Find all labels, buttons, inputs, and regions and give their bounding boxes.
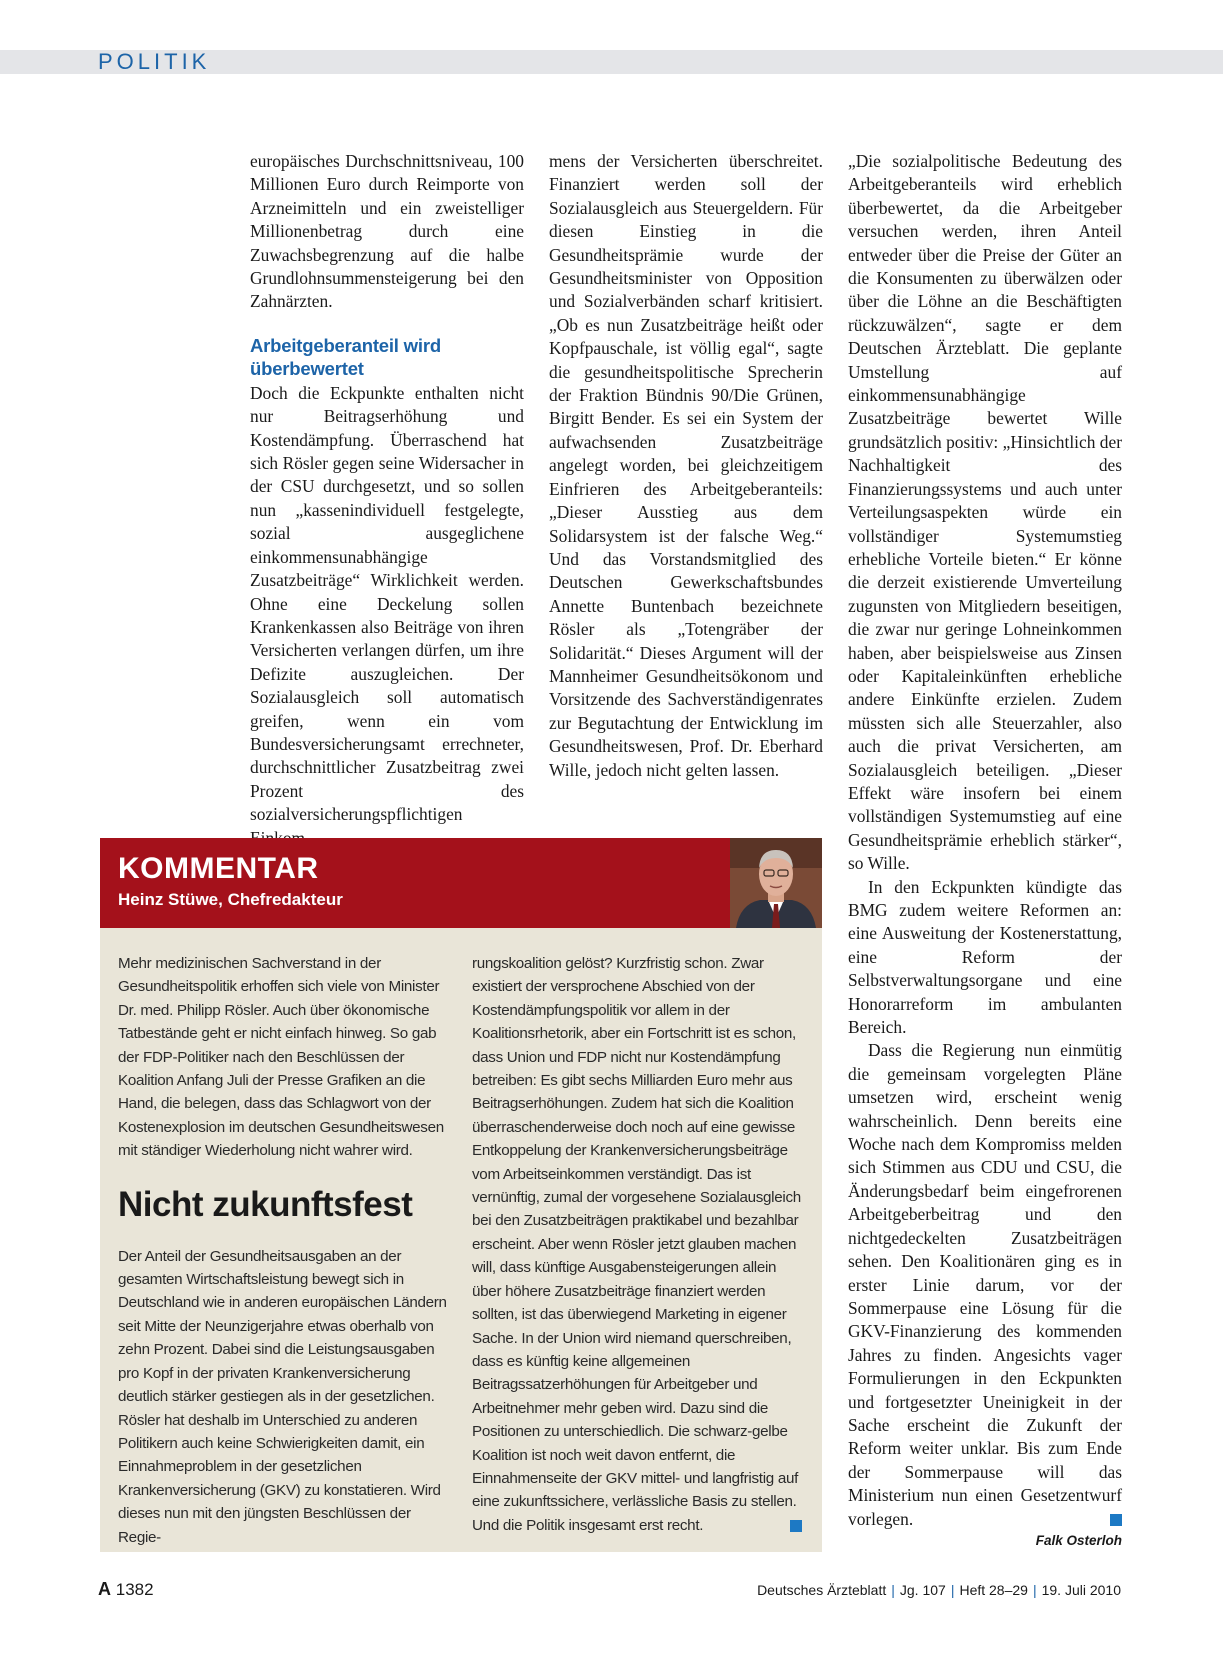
journal-volume: Jg. 107 (899, 1582, 946, 1598)
kommentar-intro: Mehr medizinischen Sachverstand in der Gesundheitspolitik erhoffen sich viele von Minister Dr. med. Philipp Rösler. Auch über ökonomische Tatbestände geht er nicht einfach hinweg. So gab der FDP-Politiker nach den Beschlüssen der Koalition Anfang Juli der Presse Grafiken an die Hand, die belegen, dass das Schlagwort von der Kostenexplosion im deutschen Gesundheitswesen mit ständiger Wiederholung nicht wahrer wird. (118, 955, 444, 1160)
article-column-3 (848, 150, 1122, 1531)
page-prefix: A (98, 1579, 111, 1599)
kommentar-column-2 (472, 952, 802, 1537)
kommentar-box (100, 838, 822, 1552)
article-paragraph: Dass die Regierung nun einmütig die gemeinsam vorgelegten Pläne umsetzen wird, erscheint wenig wahrscheinlich. Denn bereits eine Woche nach dem Kompromiss melden sich Stimmen aus CDU und CSU, die Änderungsbedarf beim eingefrorenen Arbeitgeberbeitrag und den nichtgedeckelten Zusatzbeiträgen sehen. Den Koalitionären ging es in erster Linie darum, vor der Sommerpause eine Lösung für die GKV-Finanzierung des kommenden Jahres zu finden. Angesichts vager Formulierungen in den Eckpunkten und fortgesetzter Uneinigkeit in der Sache erscheint die Zukunft der Reform weiter unklar. Bis zum Ende der Sommerpause will das Ministerium nun einen Gesetzentwurf vorlegen. (848, 1040, 1122, 1529)
article-paragraph: mens der Versicherten überschreitet. Finanziert werden soll der Sozialausgleich aus Steuergeldern. Für diesen Einstieg in die Gesundheitsprämie wurde der Gesundheitsminister von Opposition und Sozialverbänden scharf kritisiert. „Ob es nun Zusatzbeiträge heißt oder Kopfpauschale, ist völlig egal“, sagte die gesundheitspolitische Sprecherin der Fraktion Bündnis 90/Die Grünen, Birgitt Bender. Es sei ein System der aufwachsenden Zusatzbeiträge angelegt worden, bei gleichzeitigem Einfrieren des Arbeitgeberanteils: „Dieser Ausstieg aus dem Solidarsystem ist der falsche Weg.“ Und das Vorstandsmitglied des Deutschen Gewerkschaftsbundes Annette Buntenbach bezeichnete Rösler als „Totengräber der Solidarität.“ Dieses Argument will der Mannheimer Gesundheitsökonom und Vorsitzende des Sachverständigenrates zur Begutachtung der Entwicklung im Gesundheitswesen, Prof. Dr. Eberhard Wille, jedoch nicht gelten lassen. (549, 151, 823, 780)
article-column-2 (549, 150, 823, 782)
article-paragraph: „Die sozialpolitische Bedeutung des Arbeitgeberanteils wird erheblich überbewertet, da die Arbeitgeber versuchen werden, ihren Anteil entweder über die Preise der Güter an die Konsumenten zu überwälzen oder über die Löhne an die Beschäftigten rückzuwälzen“, sagte er dem Deutschen Ärzteblatt. Die geplante Umstellung auf einkommensunabhängige Zusatzbeiträge bewertet Wille grundsätzlich positiv: „Hinsichtlich der Nachhaltigkeit des Finanzierungssystems und auch unter Verteilungsaspekten würde ein vollständiger Systemumstieg erhebliche Vorteile bieten.“ Er könne die derzeit existierende Umverteilung zugunsten von Mitgliedern beseitigen, die zwar nur geringe Lohneinkommen haben, aber beispielsweise aus Zinsen oder Kapitaleinkünften erhebliche andere Einkünfte erzielen. Zudem müssten sich alle Steuerzahler, also auch die privat Versicherten, am Sozialausgleich beteiligen. „Dieser Effekt wäre insofern bei einem vollständigen Systemumstieg auf eine Gesundheitsprämie erheblich stärker“, so Wille. (848, 151, 1122, 874)
journal-issue: Heft 28–29 (959, 1582, 1028, 1598)
kommentar-author: Heinz Stüwe, Chefredakteur (118, 890, 343, 909)
page-number (98, 1579, 154, 1600)
kommentar-paragraph: Der Anteil der Gesundheitsausgaben an der gesamten Wirtschaftsleistung bewegt sich in Deutschland wie in anderen europäischen Ländern seit Mitte der Neunzigerjahre etwas oberhalb von zehn Prozent. Dabei sind die Leistungsausgaben pro Kopf in der privaten Krankenversicherung deutlich stärker gestiegen als in der gesetzlichen. Rösler hat deshalb im Unterschied zu anderen Politikern auch keine Schwierigkeiten damit, ein Einnahmeproblem in der gesetzlichen Krankenversicherung (GKV) zu konstatieren. Wird dieses nun mit den jüngsten Beschlüssen der Regie- (118, 1247, 447, 1546)
kommentar-column-1 (118, 952, 448, 1549)
article-column-1 (250, 150, 524, 850)
article-byline: Falk Osterloh (1035, 1533, 1122, 1548)
journal-date: 19. Juli 2010 (1041, 1582, 1121, 1598)
end-mark-icon (1110, 1514, 1122, 1526)
journal-name: Deutsches Ärzteblatt (757, 1582, 887, 1598)
kommentar-headline: Nicht zukunftsfest (118, 1184, 413, 1224)
kommentar-paragraph: rungskoalition gelöst? Kurzfristig schon. Zwar existiert der versprochene Abschied von der Kostendämpfungspolitik vor allem in der Koalitionsrhetorik, aber ein Fortschritt ist es schon, dass Union und FDP nicht nur Kostendämpfung betreiben: Es gibt sechs Milliarden Euro mehr aus Beitragserhöhungen. Zudem hat sich die Koalition überraschenderweise doch noch auf eine gewisse Entkoppelung der Krankenversicherungsbeiträge vom Arbeitseinkommen verständigt. Das ist vernünftig, zumal der vorgesehene Sozialausgleich bei den Zusatzbeiträgen praktikabel und bezahlbar erscheint. Aber wenn Rösler jetzt glauben machen will, dass künftige Ausgabensteigerungen allein über höhere Zusatzbeiträge finanziert werden sollten, ist das überwiegend Marketing in eigener Sache. In der Union wird niemand querschreiben, dass es künftig keine allgemeinen Beitragssatzerhöhungen für Arbeitgeber und Arbeitnehmer mehr geben wird. Dazu sind die Positionen zu unterschiedlich. Die schwarz-gelbe Koalition ist noch weit davon entfernt, die Einnahmenseite der GKV mittel- und langfristig auf eine zukunftssichere, verlässliche Basis zu stellen. Und die Politik insgesamt erst recht. (472, 955, 801, 1534)
kommentar-header (100, 838, 822, 928)
author-portrait (730, 838, 822, 928)
article-subheading: Arbeitgeberanteil wird überbewertet (250, 334, 441, 379)
section-label: POLITIK (98, 49, 211, 74)
end-mark-icon (790, 1520, 802, 1532)
article-paragraph: europäisches Durchschnittsniveau, 100 Millionen Euro durch Reimporte von Arzneimitteln und ein zweistelliger Millionenbetrag durch eine Zuwachsbegrenzung auf die halbe Grundlohnsummensteigerung bei den Zahnärzten. (250, 151, 524, 312)
kommentar-label: KOMMENTAR (118, 852, 319, 885)
article-paragraph: In den Eckpunkten kündigte das BMG zudem weitere Reformen an: eine Ausweitung der Kostenerstattung, eine Reform der Selbstverwaltungsorgane und eine Honorarreform im ambulanten Bereich. (848, 876, 1122, 1038)
footer-citation: Deutsches Ärzteblatt | Jg. 107 | Heft 28–29 | 19. Juli 2010 (757, 1582, 1121, 1598)
article-paragraph: Doch die Eckpunkte enthalten nicht nur Beitragserhöhung und Kostendämpfung. Überraschend hat sich Rösler gegen seine Widersacher in der CSU durchgesetzt, und so sollen nun „kassenindividuell festgelegte, sozial ausgeglichene einkommensunabhängige Zusatzbeiträge“ Wirklichkeit werden. Ohne eine Deckelung sollen Krankenkassen also Beiträge von ihren Versicherten verlangen dürfen, um ihre Defizite auszugleichen. Der Sozialausgleich soll automatisch greifen, wenn ein vom Bundesversicherungsamt errechneter, durchschnittlicher Zusatzbeitrag zwei Prozent des sozialversicherungspflichtigen (250, 382, 524, 825)
page-number-value: 1382 (115, 1580, 154, 1599)
